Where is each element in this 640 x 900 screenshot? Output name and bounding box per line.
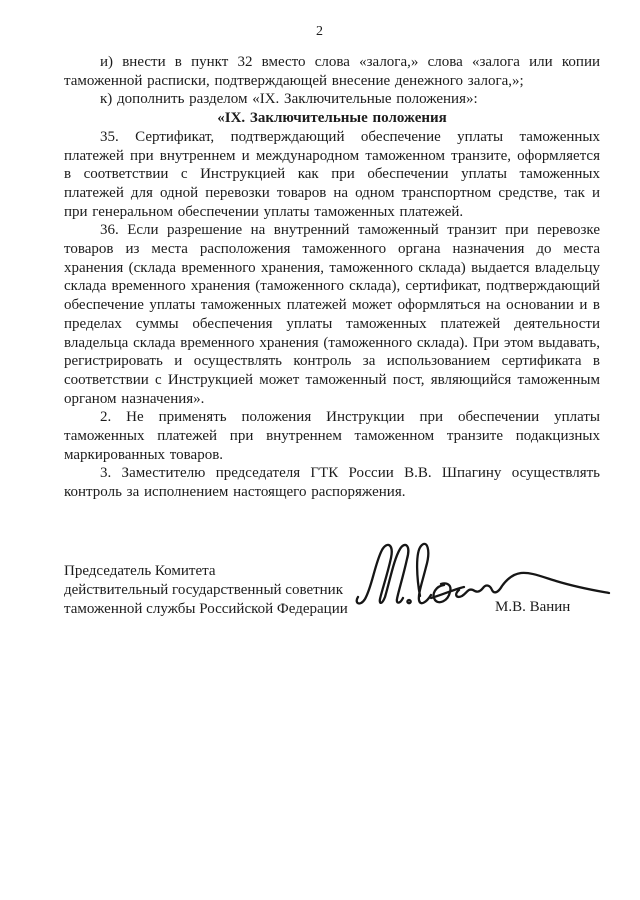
handwritten-signature-icon [345, 538, 622, 628]
signatory-title-line-1: Председатель Комитета [64, 562, 216, 579]
page-number: 2 [316, 24, 324, 39]
paragraph-35: 35. Сертификат, подтверждающий обеспечение уплаты таможенных платежей при внутреннем и международном таможенном транзите, оформляется в соответствии с Инструкцией как при обеспечении уплаты таможенных платежей для одной перевозки товаров на одном транспортном средстве, так и при генеральном обеспечении уплаты таможенных платежей. [64, 128, 600, 220]
section-heading: «IX. Заключительные положения [217, 110, 447, 127]
signatory-title-line-3: таможенной службы Российской Федерации [64, 601, 348, 618]
signature-block [64, 562, 600, 672]
paragraph-2: 2. Не применять положения Инструкции при обеспечении уплаты таможенных платежей при внутреннем таможенном транзите подакцизных маркированных товаров. [64, 409, 600, 463]
amendment-item-i: и) внести в пункт 32 вместо слова «залога,» слова «залога или копии таможенной расписки, подтверждающей внесение денежного залога,»; [64, 54, 600, 89]
signatory-name: М.В. Ванин [495, 598, 571, 615]
paragraph-36: 36. Если разрешение на внутренний таможенный транзит при перевозке товаров из места расположения таможенного органа назначения до места хранения (склада временного хранения, таможенного склада) выдается владельцу склада временного хранения (таможенного склада), сертификат, подтверждающий обеспечение уплаты таможенных платежей может оформляться на основании и в пределах суммы обеспечения уплаты таможенных платежей деятельности владельца склада временного хранения (таможенного склада). При этом выдавать, регистрировать и осуществлять контроль за использованием сертификата в соответствии с Инструкцией может таможенный пост, являющийся таможенным органом назначения». [64, 222, 600, 407]
paragraph-3: 3. Заместителю председателя ГТК России В.В. Шпагину осуществлять контроль за исполнением настоящего распоряжения. [64, 465, 600, 501]
signatory-title-line-2: действительный государственный советник [64, 582, 344, 599]
document-body [64, 53, 600, 502]
amendment-item-k: к) дополнить разделом «IX. Заключительные положения»: [100, 91, 478, 108]
